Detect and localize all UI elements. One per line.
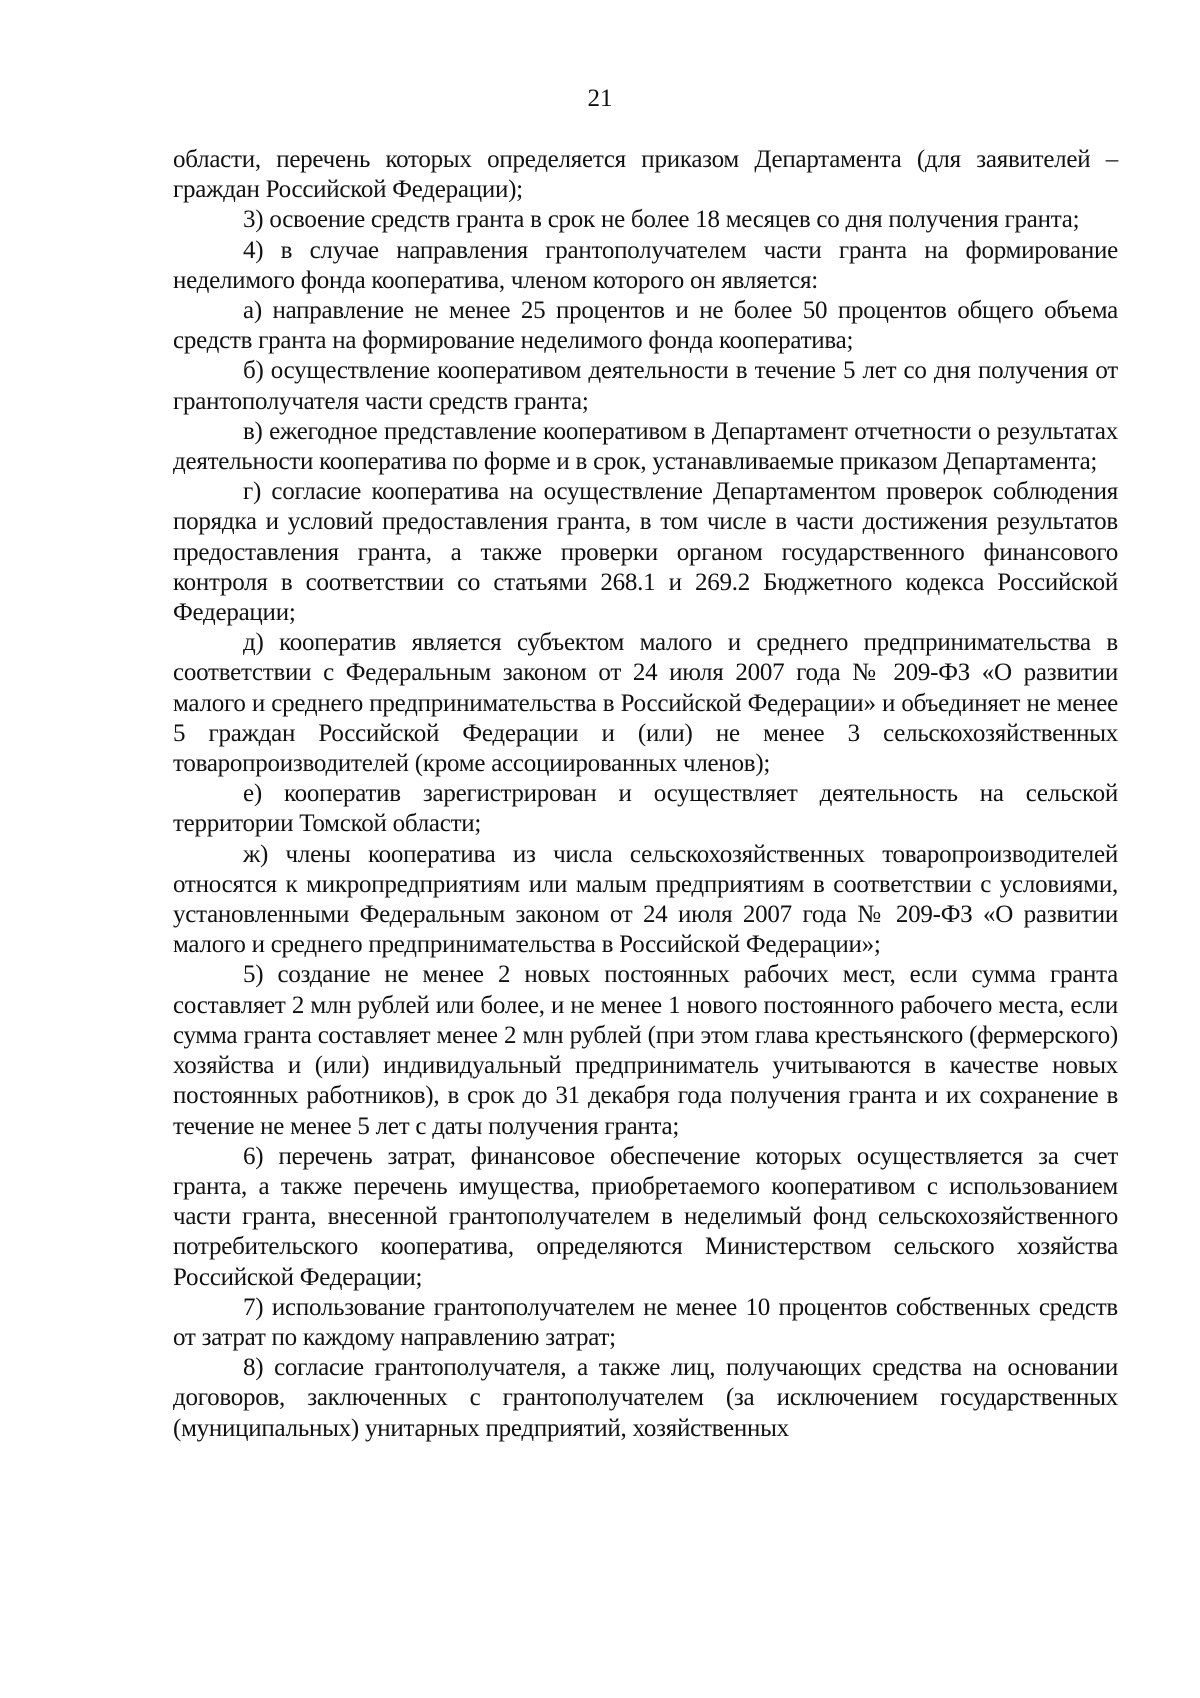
paragraph-item-4zh: ж) члены кооператива из числа сельскохозяйственных товаропроизводителей относятся к микропредприятиям или малым предприятиям в соответствии с условиями, установленными Федеральным законом от 24 июля 2007 года № 209-ФЗ «О развитии малого и среднего предпринимательства в Российской Федерации»;	[173, 840, 1118, 959]
paragraph-item-6: 6) перечень затрат, финансовое обеспечение которых осуществляется за счет гранта, а также перечень имущества, приобретаемого кооперативом с использованием части гранта, внесенной грантополучателем в неделимый фонд сельскохозяйственного потребительского кооператива, определяются Министерством сельского хозяйства Российской Федерации;	[173, 1142, 1118, 1291]
paragraph-item-4: 4) в случае направления грантополучателем части гранта на формирование неделимого фонда кооператива, членом которого он является:	[173, 236, 1118, 294]
paragraph-item-4e: е) кооператив зарегистрирован и осуществляет деятельность на сельской территории Томской области;	[173, 780, 1118, 838]
paragraph-item-8: 8) согласие грантополучателя, а также лиц, получающих средства на основании договоров, заключенных с грантополучателем (за исключением государственных (муниципальных) унитарных предприятий, хозяйственных	[173, 1354, 1118, 1442]
paragraph-item-4d: д) кооператив является субъектом малого и среднего предпринимательства в соответствии с Федеральным законом от 24 июля 2007 года № 209-ФЗ «О развитии малого и среднего предпринимательства в Российской Федерации» и объединяет не менее 5 граждан Российской Федерации и (или) не менее 3 сельскохозяйственных товаропроизводителей (кроме ассоциированных членов);	[173, 629, 1118, 778]
paragraph-item-4v: в) ежегодное представление кооперативом в Департамент отчетности о результатах деятельности кооператива по форме и в срок, устанавливаемые приказом Департамента;	[173, 417, 1118, 476]
paragraph-item-4g: г) согласие кооператива на осуществление Департаментом проверок соблюдения порядка и условий предоставления гранта, в том числе в части достижения результатов предоставления гранта, а также проверки органом государственного финансового контроля в соответствии со статьями 268.1 и 269.2 Бюджетного кодекса Российской Федерации;	[173, 478, 1118, 627]
page-number: 21	[587, 85, 613, 112]
paragraph-continuation: области, перечень которых определяется приказом Департамента (для заявителей – граждан Российской Федерации);	[173, 146, 1118, 204]
paragraph-item-4a: а) направление не менее 25 процентов и не более 50 процентов общего объема средств гранта на формирование неделимого фонда кооператива;	[173, 297, 1118, 355]
paragraph-item-5: 5) создание не менее 2 новых постоянных рабочих мест, если сумма гранта составляет 2 млн рублей или более, и не менее 1 нового постоянного рабочего места, если сумма гранта составляет менее 2 млн рублей (при этом глава крестьянского (фермерского) хозяйства и (или) индивидуальный предприниматель учитываются в качестве новых постоянных работников), в срок до 31 декабря года получения гранта и их сохранение в течение не менее 5 лет с даты получения гранта;	[173, 961, 1118, 1140]
paragraph-item-4b: б) осуществление кооперативом деятельности в течение 5 лет со дня получения от грантополучателя части средств гранта;	[173, 357, 1118, 415]
paragraph-item-7: 7) использование грантополучателем не менее 10 процентов собственных средств от затрат по каждому направлению затрат;	[173, 1293, 1118, 1351]
document-body	[173, 145, 1118, 1444]
paragraph-item-3: 3) освоение средств гранта в срок не более 18 месяцев со дня получения гранта;	[243, 206, 1080, 234]
